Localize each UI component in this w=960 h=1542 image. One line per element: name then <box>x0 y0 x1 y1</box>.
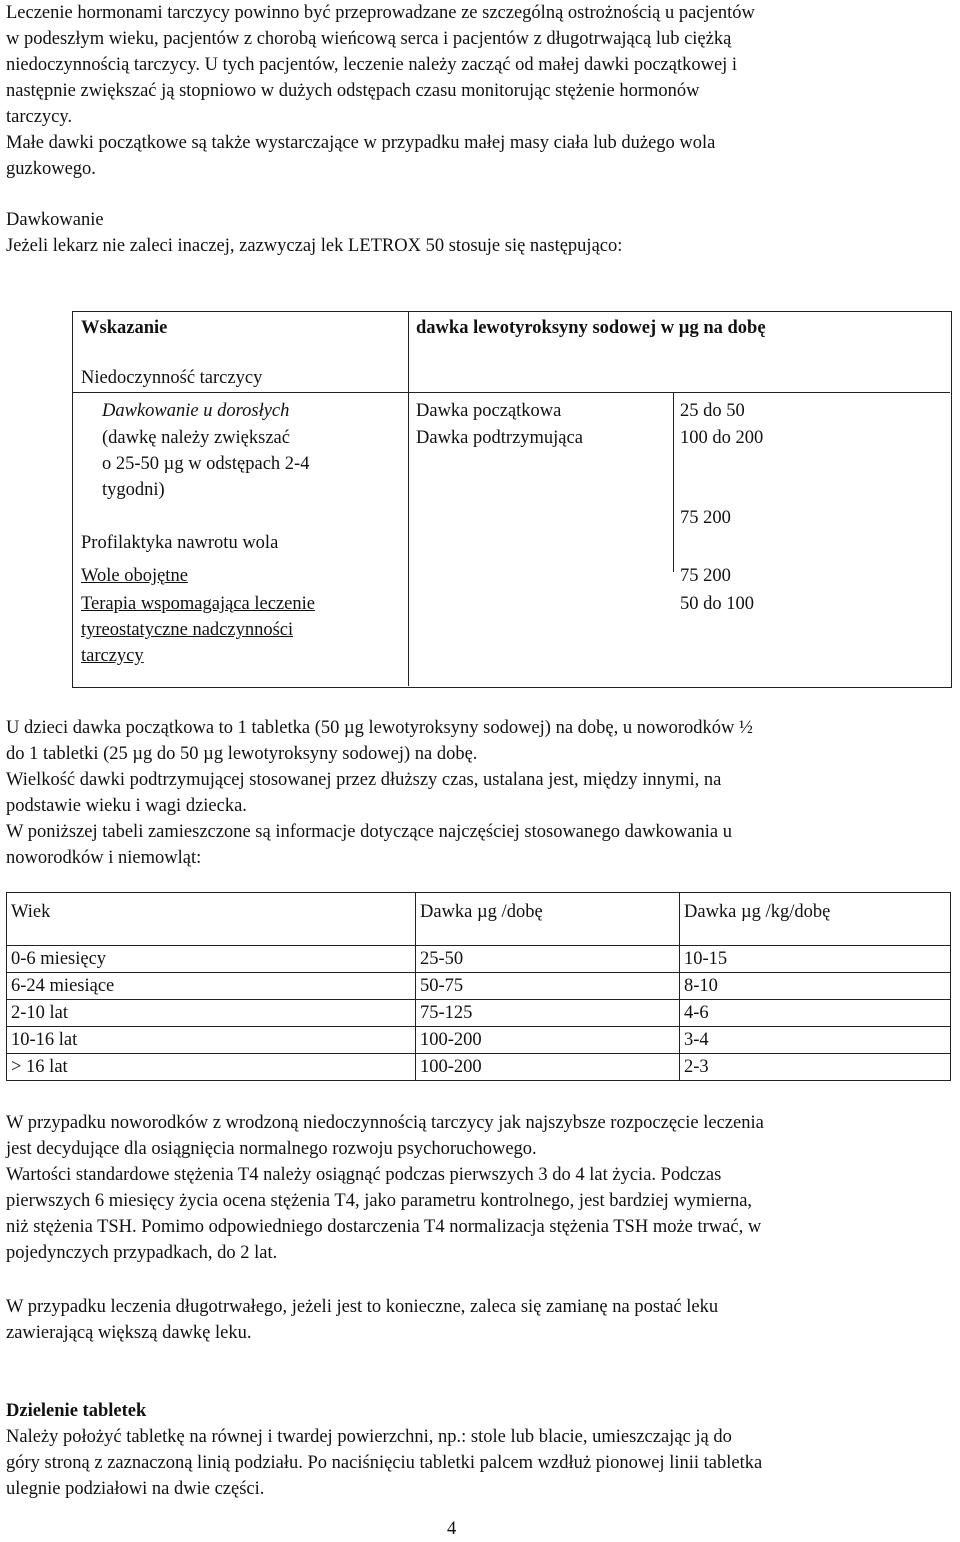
table-header-row <box>7 893 951 946</box>
newborns-line: Wartości standardowe stężenia T4 należy osiągnąć podczas pierwszych 3 do 4 lat życia. Podczas <box>6 1165 722 1185</box>
col-header-indication: Wskazanie <box>81 318 168 338</box>
children-line: U dzieci dawka początkowa to 1 tabletka (50 µg lewotyroksyny sodowej) na dobę, u noworodków ½ <box>6 718 753 738</box>
header-text: Dawka µg /kg/dobę <box>684 902 831 922</box>
dosage-heading: Dawkowanie <box>6 210 104 230</box>
longterm-line: W przypadku leczenia długotrwałego, jeżeli jest to konieczne, zaleca się zamianę na postać leku <box>6 1297 719 1317</box>
page-number: 4 <box>447 1519 457 1539</box>
intro-line: niedoczynnością tarczycy. U tych pacjentów, leczenie należy zacząć od małej dawki początkowej i <box>6 55 738 75</box>
indication-adjunct <box>81 643 144 669</box>
table-cell: 50-75 <box>416 973 680 1000</box>
dividing-section <box>6 1398 946 1502</box>
indication-adjunct <box>81 617 293 643</box>
table-row <box>7 1054 951 1081</box>
intro-line: Małe dawki początkowe są także wystarczające w przypadku małej masy ciała lub dużego wola <box>6 133 716 153</box>
initial-dose-value: 25 do 50 <box>680 401 745 421</box>
table-cell: 10-15 <box>680 946 951 973</box>
indication-hypothyroid: Niedoczynność tarczycy <box>81 368 263 388</box>
indication-adjunct <box>81 591 315 617</box>
col-header-dose: dawka lewotyroksyny sodowej w µg na dobę <box>416 318 766 338</box>
table-row <box>7 1027 951 1054</box>
table-cell: 100-200 <box>416 1054 680 1081</box>
age-dose-table <box>6 892 951 1081</box>
table-cell: 25-50 <box>416 946 680 973</box>
table-cell: 100-200 <box>416 1027 680 1054</box>
children-line: noworodków i niemowląt: <box>6 848 202 868</box>
header-text: Wiek <box>11 902 51 922</box>
indication-adjunct-text: tyreostatyczne nadczynności <box>81 620 294 640</box>
newborns-line: niż stężenia TSH. Pomimo odpowiedniego dostarczenia T4 normalizacja stężenia TSH może trwać, w <box>6 1217 762 1237</box>
table-cell: 2-3 <box>680 1054 951 1081</box>
dosage-intro: Jeżeli lekarz nie zaleci inaczej, zazwyczaj lek LETROX 50 stosuje się następująco: <box>6 236 623 256</box>
longterm-line: zawierającą większą dawkę leku. <box>6 1323 252 1343</box>
dividing-heading: Dzielenie tabletek <box>6 1401 147 1421</box>
children-line: W poniższej tabeli zamieszczone są informacje dotyczące najczęściej stosowanego dawkowania u <box>6 822 732 842</box>
indication-euthyroid-goitre <box>81 563 188 589</box>
maintenance-dose-label: Dawka podtrzymująca <box>416 428 583 448</box>
indication-adjunct-text: Terapia wspomagająca leczenie <box>81 594 315 614</box>
indication-adjunct-text: tarczycy <box>81 646 144 666</box>
newborns-line: pierwszych 6 miesięcy życia ocena stężenia T4, jako parametru kontrolnego, jest bardziej wymierna, <box>6 1191 753 1211</box>
table-divider <box>73 392 950 393</box>
table-cell: 10-16 lat <box>7 1027 416 1054</box>
euthyroid-dose-value: 75 200 <box>680 566 731 586</box>
intro-paragraph <box>6 0 946 182</box>
header-text: Dawka µg /dobę <box>420 902 543 922</box>
intro-line: guzkowego. <box>6 159 96 179</box>
children-line: Wielkość dawki podtrzymującej stosowanej przez dłuższy czas, ustalana jest, między innymi, na <box>6 770 722 790</box>
dividing-line: ulegnie podziałowi na dwie części. <box>6 1479 265 1499</box>
indication-prophylaxis: Profilaktyka nawrotu wola <box>81 533 279 553</box>
dividing-line: Należy położyć tabletkę na równej i twardej powierzchni, np.: stole lub blacie, umieszczając ją do <box>6 1427 732 1447</box>
table-cell: 0-6 miesięcy <box>7 946 416 973</box>
children-paragraph <box>6 715 946 871</box>
newborns-line: pojedynczych przypadkach, do 2 lat. <box>6 1243 278 1263</box>
intro-line: następnie zwiększać ją stopniowo w dużych odstępach czasu monitorując stężenie hormonów <box>6 81 700 101</box>
initial-dose-label: Dawka początkowa <box>416 401 562 421</box>
intro-line: Leczenie hormonami tarczycy powinno być przeprowadzane ze szczególną ostrożnością u pacjentów <box>6 3 755 23</box>
table-divider <box>408 312 409 686</box>
prophylaxis-dose-value: 75 200 <box>680 508 731 528</box>
children-line: do 1 tabletki (25 µg do 50 µg lewotyroksyny sodowej) na dobę. <box>6 744 478 764</box>
header-cell <box>416 893 680 946</box>
newborns-line: W przypadku noworodków z wrodzoną niedoczynnością tarczycy jak najszybsze rozpoczęcie leczenia <box>6 1113 764 1133</box>
dividing-line: góry stroną z zaznaczoną linią podziału. Po naciśnięciu tabletki palcem wzdłuż pionowej linii tabletka <box>6 1453 763 1473</box>
indication-dose-table <box>72 311 952 688</box>
adults-note: (dawkę należy zwiększać <box>102 428 290 448</box>
newborns-line: jest decydujące dla osiągnięcia normalnego rozwoju psychoruchowego. <box>6 1139 537 1159</box>
table-row <box>7 946 951 973</box>
table-cell: 6-24 miesiące <box>7 973 416 1000</box>
longterm-paragraph <box>6 1294 946 1346</box>
dosage-section <box>6 207 946 259</box>
newborns-paragraph <box>6 1110 946 1266</box>
table-row <box>7 973 951 1000</box>
indication-adults: Dawkowanie u dorosłych <box>102 401 290 421</box>
intro-line: w podeszłym wieku, pacjentów z chorobą wieńcową serca i pacjentów z długotrwającą lub ciężką <box>6 29 732 49</box>
header-cell <box>7 893 416 946</box>
maintenance-dose-value: 100 do 200 <box>680 428 764 448</box>
table-cell: 4-6 <box>680 1000 951 1027</box>
header-cell <box>680 893 951 946</box>
table-divider <box>673 392 674 572</box>
intro-line: tarczycy. <box>6 107 73 127</box>
adjunct-dose-value: 50 do 100 <box>680 594 754 614</box>
indication-euthyroid-text: Wole obojętne <box>81 566 188 586</box>
adults-note: o 25-50 µg w odstępach 2-4 <box>102 454 310 474</box>
table-row <box>7 1000 951 1027</box>
table-cell: > 16 lat <box>7 1054 416 1081</box>
adults-note: tygodni) <box>102 480 165 500</box>
table-cell: 2-10 lat <box>7 1000 416 1027</box>
table-cell: 8-10 <box>680 973 951 1000</box>
table-cell: 3-4 <box>680 1027 951 1054</box>
table-cell: 75-125 <box>416 1000 680 1027</box>
children-line: podstawie wieku i wagi dziecka. <box>6 796 247 816</box>
